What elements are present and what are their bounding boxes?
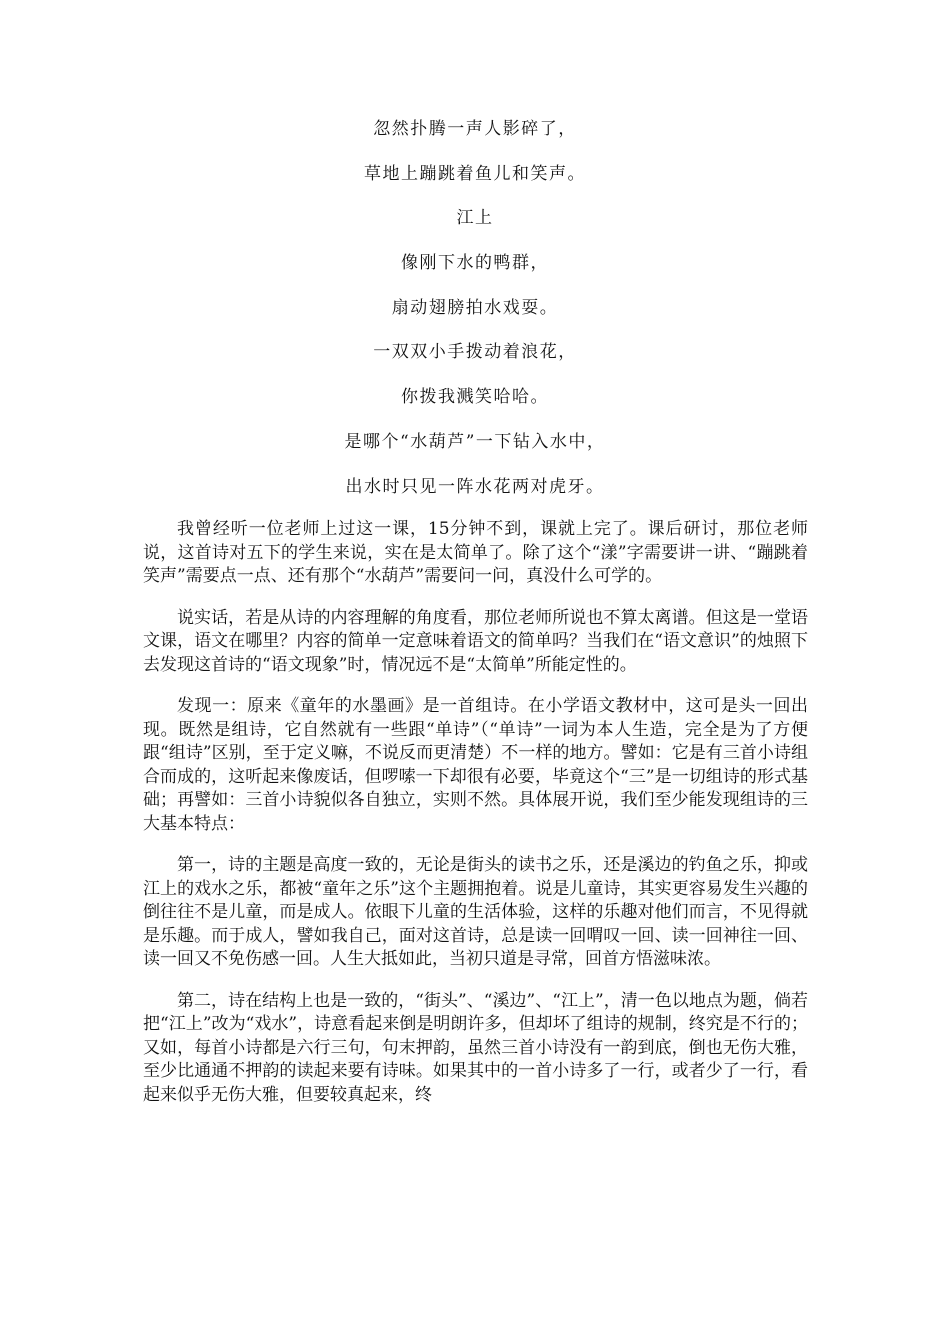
poem-line: 忽然扑腾一声人影碎了， [373,119,577,139]
poem-line: 是哪个“水葫芦”一下钻入水中， [344,431,606,452]
paragraph: 说实话，若是从诗的内容理解的角度看，那位老师所说也不算太离谱。但这是一堂语文课，语文在哪里？内容的简单一定意味着语文的简单吗？当我们在“语文意识”的烛照下去发现这首诗的“语文现象”时，情况远不是“太简单”所能定性的。 [143,607,808,675]
paragraph: 发现一：原来《童年的水墨画》是一首组诗。在小学语文教材中，这可是头一回出现。既然是组诗，它自然就有一些跟“单诗”（“单诗”一词为本人生造，完全是为了方便跟“组诗”区别，至于定义嘛，不说反而更清楚）不一样的地方。譬如：它是有三首小诗组合而成的，这听起来像废话，但啰嗦一下却很有必要，毕竟这个“三”是一切组诗的形式基础；再譬如：三首小诗貌似各自独立，实则不然。具体展开说，我们至少能发现组诗的三大基本特点： [143,696,808,834]
paragraph: 第二，诗在结构上也是一致的，“街头”、“溪边”、“江上”，清一色以地点为题，倘若把“江上”改为“戏水”，诗意看起来倒是明朗许多，但却坏了组诗的规制，终究是不行的；又如，每首小诗都是六行三句，句末押韵，虽然三首小诗没有一韵到底，倒也无伤大雅，至少比通通不押韵的读起来要有诗味。如果其中的一首小诗多了一行，或者少了一行，看起来似乎无伤大雅，但要较真起来，终 [143,990,808,1105]
poem-line: 草地上蹦跳着鱼儿和笑声。 [364,163,586,184]
paragraph: 我曾经听一位老师上过这一课，15分钟不到，课就上完了。课后研讨，那位老师说，这首诗对五下的学生来说，实在是太简单了。除了这个“漾”字需要讲一讲、“蹦跳着笑声”需要点一点、还有那个“水葫芦”需要问一问，真没什么可学的。 [143,519,808,586]
poem-line: 像刚下水的鸭群， [401,253,549,274]
body-text [143,518,808,1125]
poem-line: 你拨我溅笑哈哈。 [401,387,549,408]
poem-line: 一双双小手拨动着浪花， [373,342,577,363]
poem-subtitle: 江上 [456,208,494,229]
paragraph: 第一，诗的主题是高度一致的，无论是街头的读书之乐，还是溪边的钓鱼之乐，抑或江上的戏水之乐，都被“童年之乐”这个主题拥抱着。说是儿童诗，其实更容易发生兴趣的倒往往不是儿童，而是成人。依眼下儿童的生活体验，这样的乐趣对他们而言，不见得就是乐趣。而于成人，譬如我自己，面对这首诗，总是读一回喟叹一回、读一回神往一回、读一回又不免伤感一回。人生大抵如此，当初只道是寻常，回首方悟滋味浓。 [143,855,808,969]
poem-section [0,118,950,520]
poem-line: 出水时只见一阵水花两对虎牙。 [345,476,605,497]
poem-line: 扇动翅膀拍水戏耍。 [391,297,559,318]
